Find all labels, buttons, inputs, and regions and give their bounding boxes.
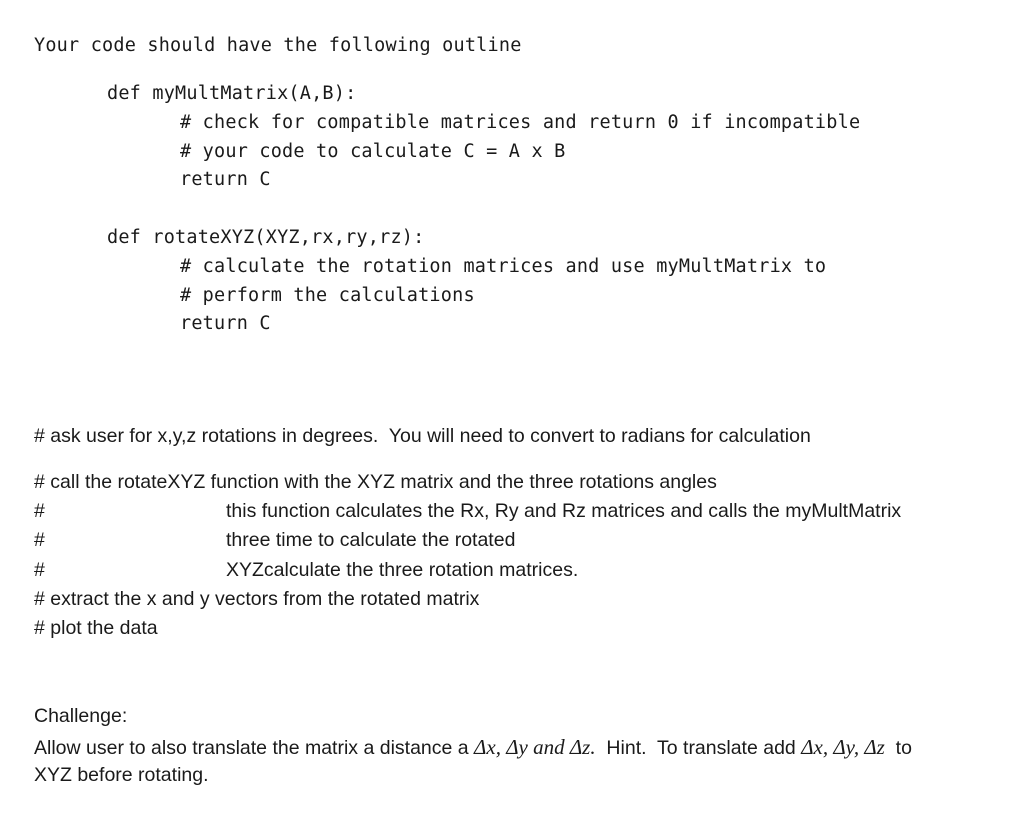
challenge-line-2: XYZ before rotating.	[34, 764, 209, 786]
code-comment-calc: # your code to calculate C = A x B	[180, 141, 566, 162]
code-comment-rotation: # calculate the rotation matrices and use myMultMatrix to	[180, 256, 827, 277]
step-extract: # extract the x and y vectors from the rotated matrix	[34, 588, 480, 610]
step-plot: # plot the data	[34, 617, 158, 639]
step-hash-1: #	[34, 500, 45, 522]
math-delta-xyz-list: Δx, Δy, Δz	[801, 735, 885, 759]
step-continuation-2: three time to calculate the rotated	[226, 529, 516, 551]
step-ask-user: # ask user for x,y,z rotations in degrees. You will need to convert to radians for calculation	[34, 425, 811, 447]
step-continuation-3: XYZcalculate the three rotation matrices.	[226, 559, 579, 581]
challenge-suffix: to	[884, 737, 912, 759]
def-mymultmatrix: def myMultMatrix(A,B):	[107, 83, 357, 104]
def-rotatexyz: def rotateXYZ(XYZ,rx,ry,rz):	[107, 227, 425, 248]
step-hash-3: #	[34, 559, 45, 581]
challenge-hint: Hint. To translate add	[595, 737, 802, 759]
code-comment-perform: # perform the calculations	[180, 285, 475, 306]
challenge-prefix: Allow user to also translate the matrix a distance a	[34, 737, 475, 759]
math-delta-xyz-and: Δx, Δy and Δz.	[474, 735, 596, 759]
challenge-heading: Challenge:	[34, 705, 128, 727]
intro-text: Your code should have the following outline	[34, 35, 522, 56]
step-call-rotate: # call the rotateXYZ function with the XYZ matrix and the three rotations angles	[34, 471, 717, 493]
code-comment-check: # check for compatible matrices and return 0 if incompatible	[180, 112, 861, 133]
step-hash-2: #	[34, 529, 45, 551]
challenge-line-1	[34, 735, 912, 760]
code-return-2: return C	[180, 313, 271, 334]
step-continuation-1: this function calculates the Rx, Ry and Rz matrices and calls the myMultMatrix	[226, 500, 902, 522]
code-return-1: return C	[180, 169, 271, 190]
